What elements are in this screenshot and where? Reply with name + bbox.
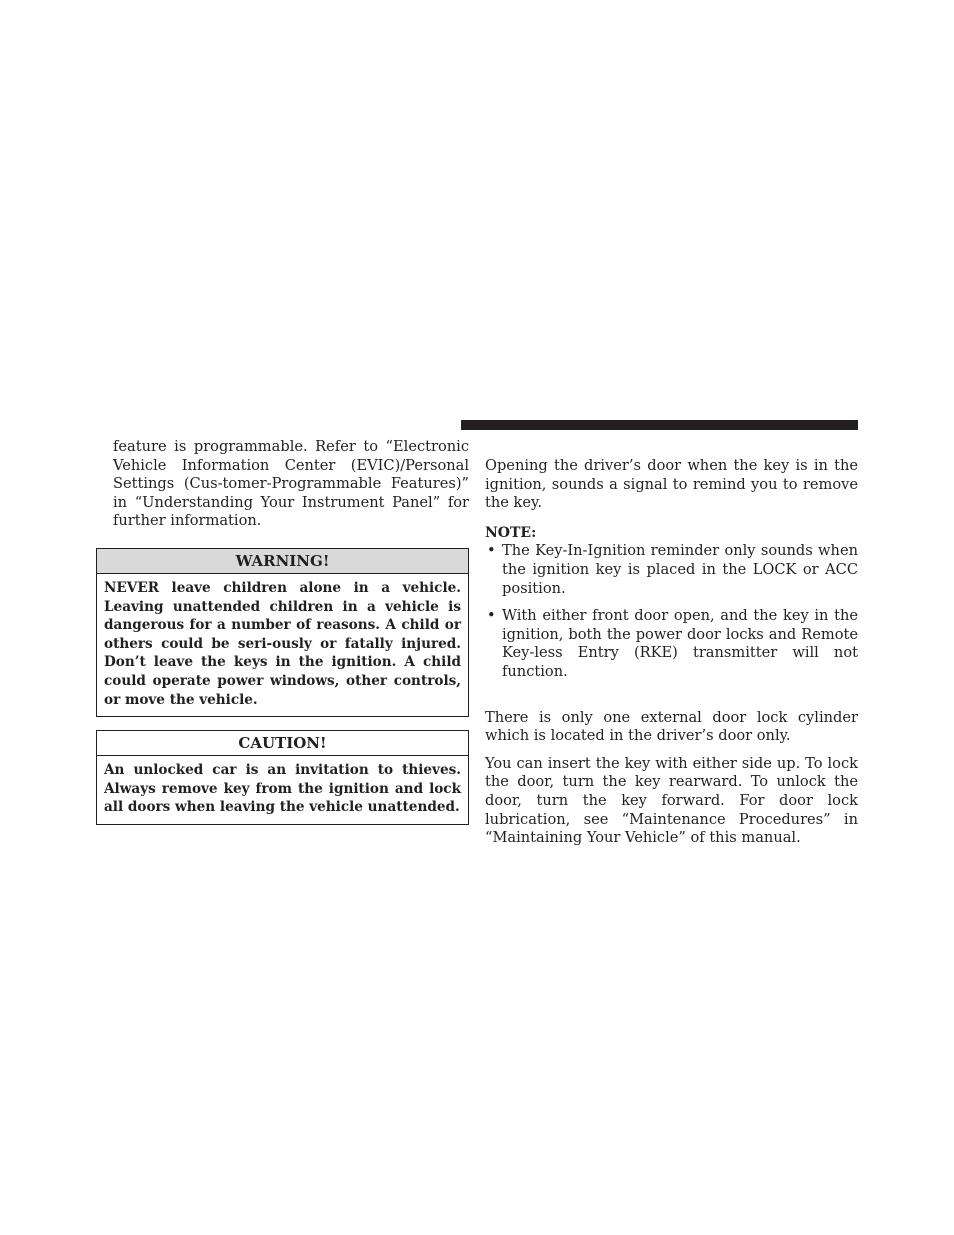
caution-box [96,730,469,825]
right-column [485,457,858,848]
list-item [485,607,858,681]
note-text: The Key-In-Ignition reminder only sounds when the ignition key is placed in the LOCK or ACC position. [502,542,858,597]
warning-box [96,548,469,717]
note-list [485,542,858,681]
caution-text: An unlocked car is an invitation to thieves. Always remove key from the ignition and lock all doors when leaving the vehicle unattended. [104,762,461,816]
key-reminder-paragraph: Opening the driver’s door when the key is in the ignition, sounds a signal to remind you to remove the key. [485,457,858,512]
intro-paragraph: feature is programmable. Refer to “Electronic Vehicle Information Center (EVIC)/Personal Settings (Cus-tomer-Programmable Features)” in “Understanding Your Instrument Panel” for further information. [113,438,469,530]
note-text: With either front door open, and the key in the ignition, both the power door locks and Remote Key-less Entry (RKE) transmitter will not function. [502,607,858,680]
section-header-rule [461,420,858,430]
warning-title: WARNING! [97,549,468,574]
left-column [96,438,469,825]
door-lock-paragraph: There is only one external door lock cylinder which is located in the driver’s door only. [485,708,858,745]
bullet-icon: • [487,607,496,625]
caution-title: CAUTION! [97,731,468,756]
list-item [485,542,858,598]
warning-text: NEVER leave children alone in a vehicle. Leaving unattended children in a vehicle is dangerous for a number of reasons. A child or others could be seri-ously or fatally injured. Don’t leave the keys in the ignition. A child could operate power windows, other controls, or move the vehicle. [104,579,461,708]
note-label: NOTE: [485,524,537,541]
key-insert-paragraph: You can insert the key with either side up. To lock the door, turn the key rearward. To unlock the door, turn the key forward. For door lock lubrication, see “Maintenance Procedures” in “Maintaining Your Vehicle” of this manual. [485,754,858,847]
bullet-icon: • [487,542,496,560]
